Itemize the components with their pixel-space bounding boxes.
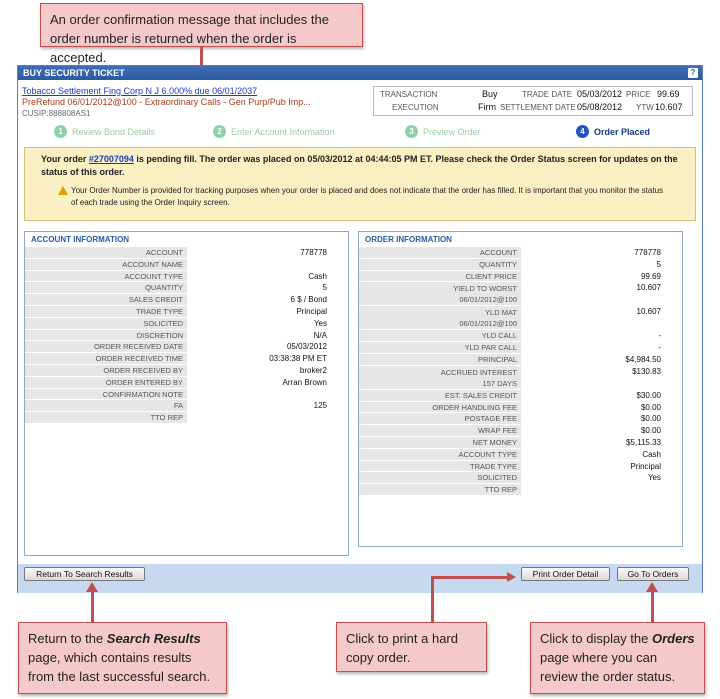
info-row-label: [25, 400, 187, 411]
info-row-label-text: ACCOUNT TYPE: [124, 271, 183, 281]
info-row-label: [359, 259, 521, 270]
info-row-label-text: YIELD TO WORST: [453, 284, 517, 294]
info-row-label-text: PRINCIPAL: [477, 354, 517, 364]
info-row: [25, 305, 348, 317]
tracking-warning: [71, 185, 671, 209]
trade-date-label: TRADE DATE: [522, 90, 573, 99]
info-row-value: [521, 484, 671, 495]
callout-arrow-return: [91, 592, 94, 622]
info-row-value: Arran Brown: [282, 377, 327, 387]
info-row-label: [25, 389, 187, 400]
info-row-label: [359, 484, 521, 495]
security-info: [22, 86, 311, 119]
info-row: [359, 436, 682, 448]
info-row-label-text: TRADE TYPE: [470, 461, 517, 471]
info-row-label: [359, 306, 521, 329]
info-row-label-text: TTO REP: [150, 413, 183, 423]
info-row: [359, 460, 682, 472]
callout-arrowhead-return: [86, 582, 98, 592]
info-row-label: [25, 282, 187, 293]
callout-return-to-search: [18, 622, 227, 694]
info-row-value: 6 $ / Bond: [290, 295, 327, 305]
info-row-value: 05/03/2012: [286, 342, 327, 352]
callout-arrowhead-orders: [646, 582, 658, 592]
order-information-rows: [359, 246, 682, 495]
info-row-label: [25, 294, 187, 305]
info-row-value: $5,115.33: [626, 437, 661, 447]
info-row-label: [359, 472, 521, 483]
info-row-value: [187, 259, 337, 270]
info-row-label: [359, 282, 521, 305]
info-row-value: 10.607: [636, 283, 661, 293]
callout-arrow-print-vertical: [431, 576, 434, 622]
callout-orders-em: Orders: [652, 631, 695, 646]
info-row-label: [359, 271, 521, 282]
order-number-link[interactable]: #27007094: [88, 154, 134, 164]
info-row: [25, 246, 348, 258]
info-row-label-text: CLIENT PRICE: [465, 271, 517, 281]
info-row-value: 5: [322, 283, 327, 293]
info-row-value: $0.00: [640, 402, 661, 412]
info-row-value: 778778: [300, 248, 327, 257]
execution-value: Firm: [478, 102, 496, 112]
info-row-label: [359, 437, 521, 448]
info-row-label-text: ORDER HANDLING FEE: [432, 402, 517, 412]
info-row-label-text: YLD CALL: [481, 331, 517, 341]
info-row: [359, 353, 682, 365]
callout-arrow-orders: [651, 592, 654, 622]
info-row-label-text: ACCOUNT TYPE: [458, 449, 517, 459]
info-row-label: [25, 247, 187, 258]
info-row-label-text: ORDER RECEIVED BY: [103, 365, 183, 375]
info-row-label-text: ORDER ENTERED BY: [105, 377, 183, 387]
info-row: [359, 448, 682, 460]
go-to-orders-button[interactable]: Go To Orders: [617, 567, 689, 581]
help-icon[interactable]: ?: [688, 68, 698, 78]
info-row: [25, 317, 348, 329]
info-row-label: [25, 330, 187, 341]
info-row-label: [25, 271, 187, 282]
execution-label: EXECUTION: [392, 103, 439, 112]
callout-return-post: page, which contains results from the last successful search.: [28, 650, 211, 684]
callout-return-pre: Return to the: [28, 631, 107, 646]
info-row-label: [25, 412, 187, 423]
info-row-sublabel: 06/01/2012@100: [459, 319, 517, 329]
info-row-label-text: ORDER RECEIVED DATE: [93, 342, 183, 352]
info-row: [25, 352, 348, 364]
callout-orders-pre: Click to display the: [540, 631, 652, 646]
confirmation-pre: Your order: [41, 154, 89, 164]
info-row: [359, 424, 682, 436]
info-row-label: [25, 259, 187, 270]
order-information-panel: [358, 231, 683, 547]
order-confirmation-banner: [24, 147, 696, 221]
step-number-icon: 4: [576, 125, 589, 138]
info-row-label-text: FA: [173, 401, 183, 411]
info-row-value: $0.00: [640, 414, 661, 424]
info-row: [25, 399, 348, 411]
info-row-label: [359, 390, 521, 401]
info-row: [25, 270, 348, 282]
info-row: [359, 365, 682, 389]
info-row: [359, 305, 682, 329]
info-row-label: [25, 341, 187, 352]
trade-date-value: 05/03/2012: [577, 89, 623, 99]
price-value: 99.69: [657, 89, 680, 99]
info-row-value: 03:38:38 PM ET: [269, 354, 327, 364]
info-row-label-text: POSTAGE FEE: [464, 414, 517, 424]
info-row-label-text: QUANTITY: [479, 259, 517, 269]
info-row-label: [25, 306, 187, 317]
info-row-value: 99.69: [640, 271, 661, 281]
info-row-label: [359, 425, 521, 436]
warning-icon: [58, 186, 68, 195]
transaction-label: TRANSACTION: [380, 90, 438, 99]
info-row-label-text: SALES CREDIT: [128, 295, 183, 305]
step-number-icon: 2: [213, 125, 226, 138]
info-row-label: [25, 353, 187, 364]
info-row-value: 778778: [634, 248, 661, 257]
step-review-bond-details: [54, 125, 155, 138]
confirmation-message: [41, 153, 686, 179]
info-row-label-text: EST. SALES CREDIT: [444, 390, 517, 400]
info-row: [25, 411, 348, 423]
info-row-label-text: YLD MAT: [485, 308, 517, 318]
info-row: [359, 246, 682, 258]
callout-print: Click to print a hard copy order.: [336, 622, 487, 672]
info-row: [25, 376, 348, 388]
info-row-value: N/A: [313, 330, 327, 340]
print-order-detail-button[interactable]: Print Order Detail: [521, 567, 610, 581]
info-row-label-text: QUANTITY: [145, 283, 183, 293]
info-row-sublabel: 157 DAYS: [482, 378, 517, 388]
info-row-label-text: TTO REP: [484, 485, 517, 495]
info-row-value: broker2: [299, 365, 327, 375]
confirmation-post: is pending fill. The order was placed on 05/03/2012 at 04:44:05 PM ET. Please check the Order Status screen for updates on the status of this order.: [41, 154, 678, 177]
info-row-value: $30.00: [636, 390, 661, 400]
info-row-label: [359, 330, 521, 341]
step-enter-account-information: [213, 125, 335, 138]
step-label: Preview Order: [423, 126, 481, 137]
info-row-value: -: [658, 343, 661, 353]
info-row: [359, 412, 682, 424]
info-row-value: $130.83: [632, 366, 661, 376]
info-row: [25, 329, 348, 341]
step-label: Enter Account Information: [231, 126, 335, 137]
info-row-value: Yes: [647, 473, 661, 483]
info-row-label-text: NET MONEY: [472, 437, 517, 447]
step-number-icon: 1: [54, 125, 67, 138]
ytw-label: YTW: [636, 103, 654, 112]
info-row-label-text: DISCRETION: [136, 330, 183, 340]
info-row: [359, 270, 682, 282]
info-row-label: [359, 402, 521, 413]
info-row-value: Principal: [630, 461, 661, 471]
info-row: [359, 329, 682, 341]
info-row: [25, 388, 348, 400]
info-row-label-text: SOLICITED: [143, 318, 183, 328]
info-row-label-text: ACCOUNT: [145, 248, 183, 257]
order-information-title: ORDER INFORMATION: [365, 235, 452, 244]
info-row: [359, 258, 682, 270]
info-row-label-text: TRADE TYPE: [136, 306, 183, 316]
info-row-label-text: ACCRUED INTEREST: [440, 367, 517, 377]
account-information-rows: [25, 246, 348, 423]
info-row-label-text: SOLICITED: [477, 473, 517, 483]
return-to-search-results-button[interactable]: Return To Search Results: [24, 567, 145, 581]
info-row-value: -: [658, 331, 661, 341]
window-titlebar: [18, 66, 702, 80]
step-label: Review Bond Details: [72, 126, 156, 137]
callout-order-confirmation: An order confirmation message that includes the order number is returned when the order is accepted.: [40, 3, 363, 47]
info-row-label: [359, 366, 521, 389]
info-row-label-text: ACCOUNT: [479, 248, 517, 257]
settlement-date-value: 05/08/2012: [577, 102, 623, 112]
progress-steps: [18, 123, 704, 143]
transaction-value: Buy: [482, 89, 498, 99]
step-order-placed: [576, 125, 650, 138]
info-row: [359, 341, 682, 353]
info-row-sublabel: 06/01/2012@100: [459, 295, 517, 305]
step-preview-order: [405, 125, 481, 138]
info-row: [359, 281, 682, 305]
info-row: [25, 364, 348, 376]
info-row-label-text: ACCOUNT NAME: [122, 259, 183, 269]
info-row: [359, 483, 682, 495]
callout-arrowhead-print: [507, 572, 516, 582]
account-information-panel: [24, 231, 349, 556]
info-row: [25, 293, 348, 305]
transaction-summary: [373, 86, 693, 116]
info-row-label: [25, 365, 187, 376]
info-row: [25, 340, 348, 352]
info-row-label: [359, 342, 521, 353]
settlement-date-label: SETTLEMENT DATE: [500, 103, 576, 112]
security-detail: PreRefund 06/01/2012@100 - Extraordinary Calls - Gen Purp/Pub Imp...: [22, 97, 311, 107]
info-row-label-text: YLD PAR CALL: [464, 343, 517, 353]
info-row-value: $0.00: [640, 426, 661, 436]
info-row-value: [187, 389, 337, 400]
info-row: [359, 401, 682, 413]
callout-go-to-orders: [530, 622, 705, 694]
security-cusip: CUSIP:888808AS1: [22, 109, 91, 118]
info-row-value: [187, 412, 337, 423]
info-row-label-text: WRAP FEE: [477, 426, 517, 436]
info-row-label: [359, 247, 521, 258]
info-row-label: [359, 461, 521, 472]
info-row-value: 10.607: [636, 307, 661, 317]
warning-text: Your Order Number is provided for tracking purposes when your order is placed and does not indicate that the order has filled. It is important that you monitor the status of each trade using the Order Inquiry screen.: [71, 186, 664, 207]
info-row-label-text: ORDER RECEIVED TIME: [95, 354, 183, 364]
window-title: BUY SECURITY TICKET: [23, 68, 125, 78]
ticket-footer: [18, 564, 702, 593]
info-row-value: 5: [656, 259, 661, 269]
info-row-value: Cash: [308, 271, 327, 281]
callout-return-em: Search Results: [106, 631, 201, 646]
info-row: [25, 281, 348, 293]
info-row: [359, 389, 682, 401]
security-name-link[interactable]: Tobacco Settlement Fing Corp N J 6.000% due 06/01/2037: [22, 86, 258, 96]
info-row-label: [359, 449, 521, 460]
info-row-value: Yes: [313, 318, 327, 328]
step-number-icon: 3: [405, 125, 418, 138]
info-row-label: [25, 377, 187, 388]
account-information-title: ACCOUNT INFORMATION: [31, 235, 130, 244]
callout-arrow-print-horizontal: [431, 576, 507, 579]
buy-security-ticket-window: [17, 65, 703, 593]
info-row-value: 125: [313, 401, 327, 411]
info-row: [359, 471, 682, 483]
ytw-value: 10.607: [655, 102, 683, 112]
info-row-label-text: CONFIRMATION NOTE: [102, 389, 183, 399]
info-row-label: [359, 413, 521, 424]
info-row-value: Cash: [642, 449, 661, 459]
info-row: [25, 258, 348, 270]
info-row-value: $4,984.50: [625, 354, 661, 364]
step-label: Order Placed: [594, 126, 651, 137]
info-row-value: Principal: [296, 306, 327, 316]
callout-orders-post: page where you can review the order status.: [540, 650, 676, 684]
price-label: PRICE: [626, 90, 651, 99]
info-row-label: [359, 354, 521, 365]
info-row-label: [25, 318, 187, 329]
